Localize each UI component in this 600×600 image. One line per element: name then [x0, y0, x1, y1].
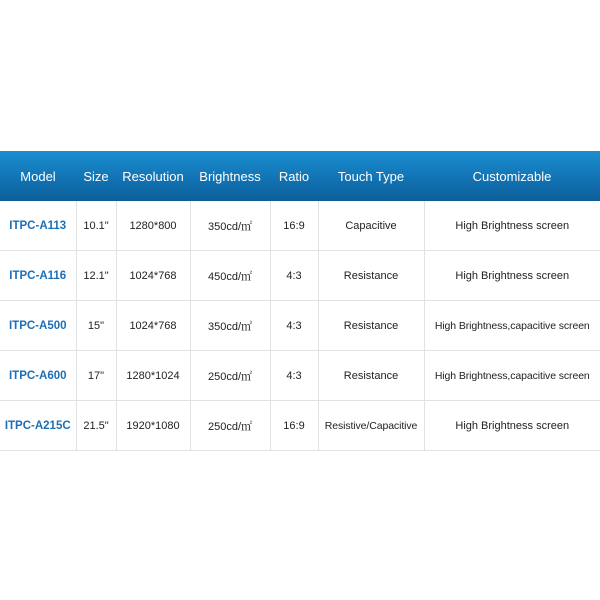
customizable-cell: High Brightness,capacitive screen [424, 301, 600, 351]
header-touch-type: Touch Type [318, 151, 424, 201]
header-size: Size [76, 151, 116, 201]
header-ratio: Ratio [270, 151, 318, 201]
model-cell: ITPC-A215C [0, 401, 76, 451]
customizable-cell: High Brightness screen [424, 201, 600, 251]
touch-type-cell: Resistance [318, 301, 424, 351]
brightness-cell: 250cd/㎡ [190, 351, 270, 401]
table-row [0, 401, 600, 451]
header-customizable: Customizable [424, 151, 600, 201]
spec-table [0, 151, 600, 451]
customizable-cell: High Brightness,capacitive screen [424, 351, 600, 401]
header-brightness: Brightness [190, 151, 270, 201]
size-cell: 15" [76, 301, 116, 351]
size-cell: 17" [76, 351, 116, 401]
header-row [0, 151, 600, 201]
size-cell: 12.1" [76, 251, 116, 301]
brightness-cell: 350cd/㎡ [190, 301, 270, 351]
model-cell: ITPC-A113 [0, 201, 76, 251]
model-cell: ITPC-A116 [0, 251, 76, 301]
brightness-cell: 250cd/㎡ [190, 401, 270, 451]
ratio-cell: 16:9 [270, 201, 318, 251]
table-row [0, 351, 600, 401]
table-row [0, 301, 600, 351]
model-cell: ITPC-A500 [0, 301, 76, 351]
size-cell: 21.5" [76, 401, 116, 451]
resolution-cell: 1280*1024 [116, 351, 190, 401]
customizable-cell: High Brightness screen [424, 251, 600, 301]
ratio-cell: 4:3 [270, 351, 318, 401]
resolution-cell: 1024*768 [116, 251, 190, 301]
touch-type-cell: Resistance [318, 351, 424, 401]
ratio-cell: 16:9 [270, 401, 318, 451]
header-model: Model [0, 151, 76, 201]
ratio-cell: 4:3 [270, 251, 318, 301]
table-row [0, 201, 600, 251]
size-cell: 10.1" [76, 201, 116, 251]
brightness-cell: 350cd/㎡ [190, 201, 270, 251]
touch-type-cell: Resistive/Capacitive [318, 401, 424, 451]
header-resolution: Resolution [116, 151, 190, 201]
resolution-cell: 1920*1080 [116, 401, 190, 451]
brightness-cell: 450cd/㎡ [190, 251, 270, 301]
touch-type-cell: Resistance [318, 251, 424, 301]
ratio-cell: 4:3 [270, 301, 318, 351]
resolution-cell: 1024*768 [116, 301, 190, 351]
touch-type-cell: Capacitive [318, 201, 424, 251]
customizable-cell: High Brightness screen [424, 401, 600, 451]
table-row [0, 251, 600, 301]
model-cell: ITPC-A600 [0, 351, 76, 401]
resolution-cell: 1280*800 [116, 201, 190, 251]
